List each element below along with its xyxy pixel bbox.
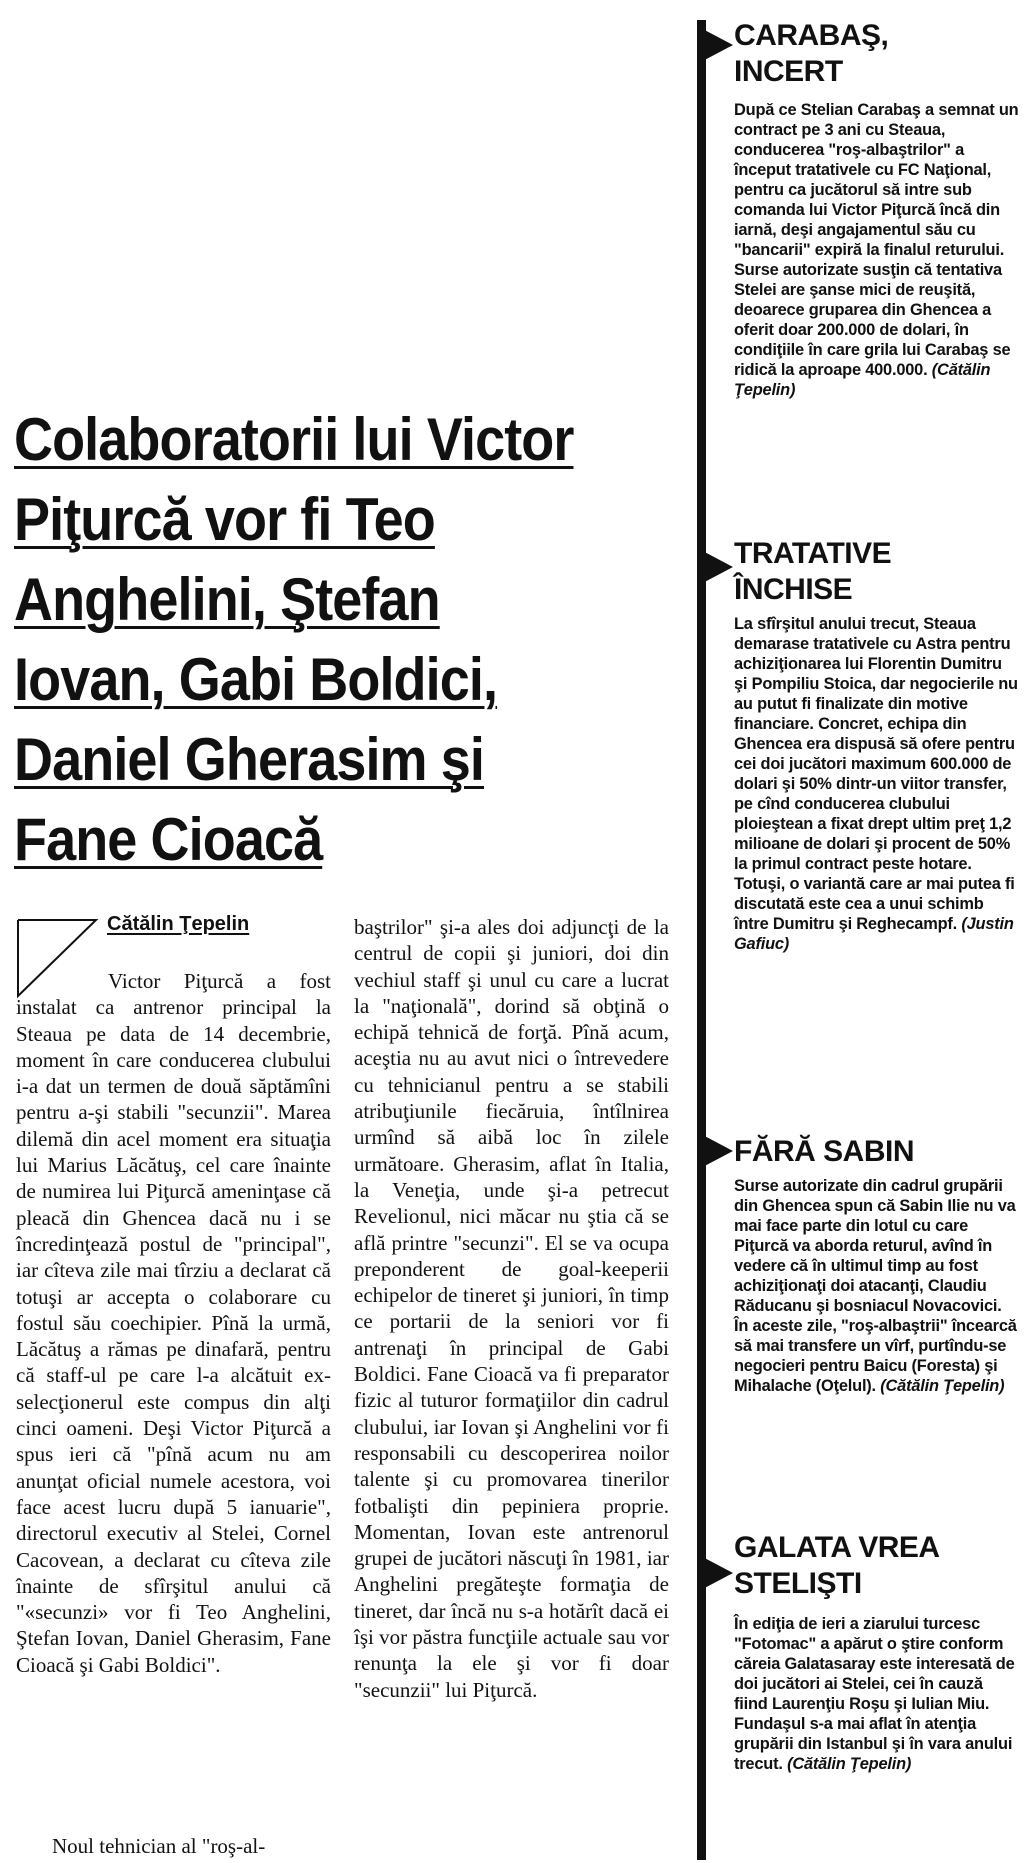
article-column-1-tail: Noul tehnician al "roş-al- (52, 1834, 266, 1858)
article-byline: Cătălin Ţepelin (107, 913, 250, 935)
arrow-right-icon (697, 1132, 733, 1170)
brief-credit-3: (Cătălin Ţepelin) (880, 1377, 1005, 1395)
article-column-1: Victor Piţurcă a fost instalat ca antrenor principal la Steaua pe data de 14 decembrie, moment în care conducerea clubului i-a dat un termen de două săptămîni pentru a-şi stabili "secunzii". Marea dilemă din acel moment era situaţia lui Marius Lăcătuş, cel care înainte de numirea lui Piţurcă ameninţase că pleacă din Ghencea dacă nu i se încredinţează postul de "principal", iar cîteva zile mai tîrziu a declarat că totuşi ar accepta o colaborare cu fostul său coechipier. Pînă la urmă, Lăcătuş a rămas pe dinafară, pentru că staff-ul pe care l-a alcătuit ex-selecţionerul este compus din alţi cinci oameni. Deşi Victor Piţurcă a spus ieri că "pînă acum nu am anunţat oficial numele acestora, voi face acest lucru după 5 ianuarie", directorul executiv al Stelei, Cornel Cacovean, a declarat cu cîteva zile înainte de sfîrşitul anului că "«secunzi» vor fi Teo Anghelini, Ştefan Iovan, Daniel Gherasim, Fane Cioacă şi Gabi Boldici". (16, 969, 331, 1677)
brief-title-1: CARABAŞ, INCERT (734, 19, 889, 88)
brief-title-4: GALATA VREA STELIŞTI (734, 1531, 940, 1600)
brief-title-3: FĂRĂ SABIN (734, 1135, 914, 1168)
article-column-2: baştrilor" şi-a ales doi adjuncţi de la centrul de copii şi juniori, doi din vechiul staff şi unul cu care a lucrat la "naţională", dorind să obţină o echipă tehnică de forţă. Pînă acum, aceştia nu au avut nici o întrevedere cu tehnicianul pentru a se stabili atribuţiunile fiecăruia, întîlnirea urmînd să aibă loc în zilele următoare. Gherasim, aflat în Italia, la Veneţia, unde şi-a petrecut Revelionul, nici măcar nu ştia că se află printre "secunzi". El se va ocupa preponderent de goal-keeperii echipelor de tineret şi juniori, în timp ce portarii de la seniori vor fi antrenaţi în principal de Gabi Boldici. Fane Cioacă va fi preparator fizic al tuturor formaţiilor din cadrul clubului, iar Iovan şi Anghelini vor fi responsabili cu descoperirea noilor talente şi cu promovarea tinerilor fotbalişti din pepiniera proprie. Momentan, Iovan este antrenorul grupei de jucători născuţi în 1981, iar Anghelini pregăteşte formaţia de tineret, dar încă nu s-a hotărît dacă ei îşi vor păstra funcţiile actuale sau vor renunţa la ele şi vor fi doar "secunzii" lui Piţurcă. (354, 915, 669, 1702)
brief-body-3: Surse autorizate din cadrul grupării din Ghencea spun că Sabin Ilie nu va mai face parte din lotul cu care Piţurcă va aborda returul, avînd în vedere că în ultimul timp au fost achiziţionaţi doi atacanţi, Claudiu Răducanu şi bosniacul Novacovici. În aceste zile, "roş-albaştrii" încearcă să mai transfere un vîrf, purtîndu-se negocieri pentru Baicu (Foresta) şi Mihalache (Oţelul). (Cătălin Ţepelin) (734, 1177, 1017, 1395)
arrow-right-icon (697, 26, 733, 64)
article-headline: Colaboratorii lui Victor Piţurcă vor fi Teo Anghelini, Ştefan Iovan, Gabi Boldici, Daniel Gherasim şi Fane Cioacă (14, 406, 574, 873)
brief-body-4: În ediţia de ieri a ziarului turcesc "Fotomac" a apărut o ştire conform căreia Galatasaray este interesată de doi jucători ai Stelei, cei în cauză fiind Laurenţiu Roşu şi Iulian Miu. Fundaşul s-a mai aflat în atenţia grupării din Istanbul şi în vara anului trecut. (Cătălin Ţepelin) (734, 1615, 1015, 1773)
arrow-right-icon (697, 548, 733, 586)
arrow-right-icon (697, 1554, 733, 1592)
brief-body-2: La sfîrşitul anului trecut, Steaua demarase tratativele cu Astra pentru achiziţionarea lui Florentin Dumitru şi Pompiliu Stoica, dar negocierile nu au putut fi finalizate din motive financiare. Concret, echipa din Ghencea era dispusă să ofere pentru cei doi jucători maximum 600.000 de dolari şi 50% dintr-un viitor transfer, pe cînd conducerea clubului ploieştean a fixat drept ultim preţ 1,2 milioane de dolari şi procent de 50% la primul contract peste hotare. Totuşi, o variantă care ar mai putea fi discutată este cea a unui schimb între Dumitru şi Reghecampf. (Justin Gafiuc) (734, 615, 1018, 953)
brief-title-2: TRATATIVE ÎNCHISE (734, 537, 892, 606)
brief-credit-1: (Cătălin Ţepelin) (734, 361, 991, 399)
brief-body-1: După ce Stelian Carabaş a semnat un contract pe 3 ani cu Steaua, conducerea "roş-albaştrilor" a început tratativele cu FC Naţional, pentru ca jucătorul să intre sub comanda lui Victor Piţurcă încă din iarnă, deşi angajamentul său cu "bancarii" expiră la finalul returului. Surse autorizate susţin că tentativa Stelei are şanse mici de reuşită, deoarece gruparea din Ghencea a oferit doar 200.000 de dolari, în condiţiile în care grila lui Carabaş se ridică la aproape 400.000. (Cătălin Ţepelin) (734, 101, 1019, 399)
brief-credit-4: (Cătălin Ţepelin) (787, 1755, 912, 1773)
brief-credit-2: (Justin Gafiuc) (734, 915, 1014, 953)
